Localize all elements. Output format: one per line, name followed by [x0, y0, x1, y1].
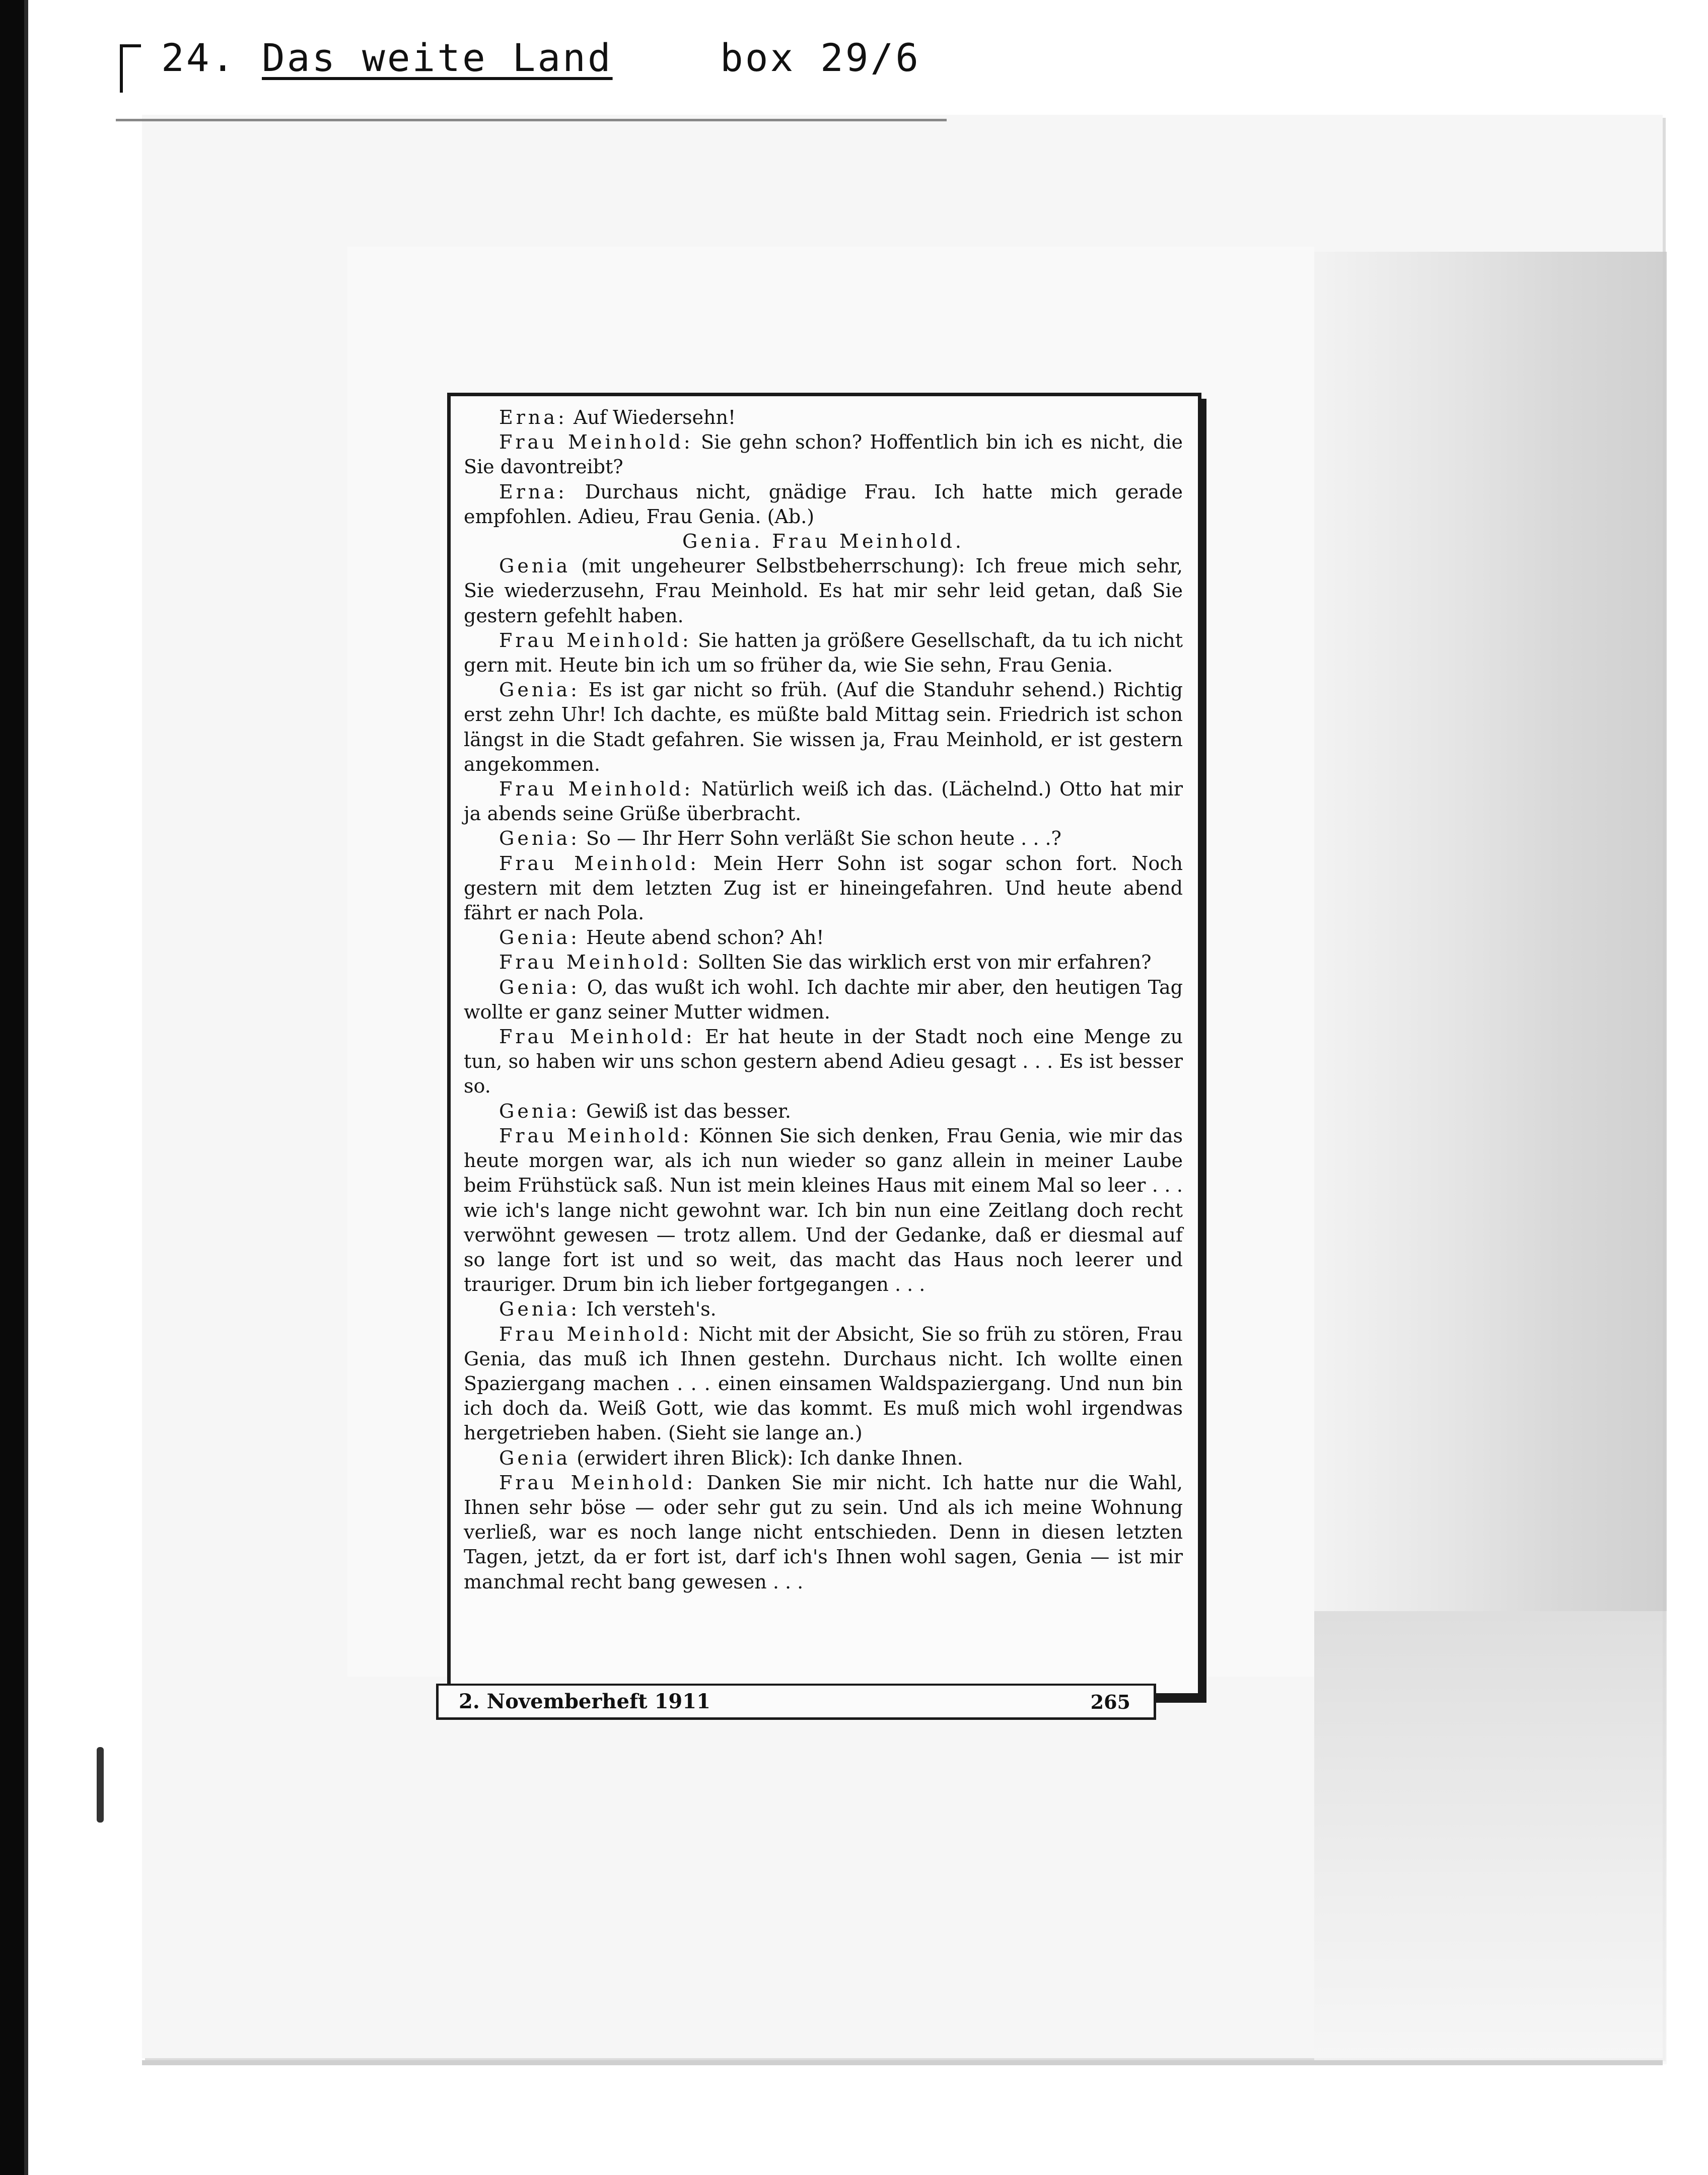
- dialogue-paragraph: [464, 925, 1183, 950]
- speaker-name: Genia: [499, 555, 571, 577]
- dialogue-paragraph: [464, 777, 1183, 826]
- dialogue-text: Sie hatten ja größere Gesellschaft, da tu ich nicht gern mit. Heute bin ich um so früher da, wie Sie sehn, Frau Genia.: [464, 629, 1183, 677]
- dialogue-text: (mit ungeheurer Selbstbeherrschung): Ich freue mich sehr, Sie wiederzusehn, Frau Meinhold. Es hat mir sehr leid getan, daß Sie gestern gefehlt haben.: [464, 555, 1183, 627]
- dialogue-paragraph: [464, 975, 1183, 1025]
- dialogue-text: Ich versteh's.: [580, 1298, 717, 1321]
- dialogue-paragraph: [464, 529, 1183, 554]
- dialogue-paragraph: [464, 1124, 1183, 1297]
- newspaper-clipping: [447, 393, 1201, 1697]
- mount-shadow-lower: [1314, 1611, 1667, 2064]
- dialogue-text: Gewiß ist das besser.: [580, 1100, 791, 1122]
- speaker-name: Frau Meinhold:: [499, 778, 694, 801]
- dialogue-paragraph: [464, 1471, 1183, 1594]
- dialogue-paragraph: [464, 826, 1183, 851]
- clipping-footer: [436, 1684, 1156, 1720]
- dialogue-paragraph: [464, 1025, 1183, 1099]
- mount-shadow: [1314, 252, 1667, 1611]
- dialogue-paragraph: [464, 851, 1183, 926]
- dialogue-text: (erwidert ihren Blick): Ich danke Ihnen.: [571, 1446, 963, 1469]
- header-bracket: [120, 44, 141, 93]
- footer-issue: 2. Novemberheft 1911: [459, 1690, 710, 1713]
- dialogue-text: O, das wußt ich wohl. Ich dachte mir aber, den heutigen Tag wollte er ganz seiner Mutter widmen.: [464, 976, 1183, 1023]
- speaker-name: Genia:: [499, 926, 580, 949]
- dialogue-text: Heute abend schon? Ah!: [580, 926, 824, 949]
- scene-heading: Genia. Frau Meinhold.: [682, 530, 964, 553]
- dialogue-paragraph: [464, 430, 1183, 479]
- dialogue-paragraph: [464, 554, 1183, 628]
- speaker-name: Erna:: [499, 406, 567, 428]
- speaker-name: Frau Meinhold:: [499, 951, 692, 974]
- dialogue-paragraph: [464, 1297, 1183, 1322]
- header-rule: [116, 119, 947, 121]
- speaker-name: Erna:: [499, 480, 567, 503]
- header-box-label: box 29/6: [720, 35, 921, 80]
- speaker-name: Frau Meinhold:: [499, 1124, 692, 1147]
- dialogue-text: So — Ihr Herr Sohn verläßt Sie schon heute . . .?: [580, 827, 1061, 850]
- speaker-name: Frau Meinhold:: [499, 629, 692, 651]
- dialogue-text: Mein Herr Sohn ist sogar schon fort. Noch gestern mit dem letzten Zug ist er hineingefahren. Und heute abend fährt er nach Pola.: [464, 852, 1183, 924]
- dialogue-paragraph: [464, 405, 1183, 430]
- speaker-name: Frau Meinhold:: [499, 1471, 696, 1494]
- dialogue-paragraph: [464, 1446, 1183, 1471]
- dialogue-text: Er hat heute in der Stadt noch eine Menge zu tun, so haben wir uns schon gestern abend Adieu gesagt . . . Es ist besser so.: [464, 1026, 1183, 1098]
- dialogue-text: Sie gehn schon? Hoffentlich bin ich es nicht, die Sie davontreibt?: [464, 431, 1183, 478]
- speaker-name: Genia:: [499, 827, 580, 850]
- binding-mark: [97, 1747, 104, 1823]
- footer-page-number: 265: [1090, 1691, 1130, 1713]
- speaker-name: Frau Meinhold:: [499, 1323, 692, 1345]
- speaker-name: Frau Meinhold:: [499, 431, 693, 454]
- dialogue-text: Auf Wiedersehn!: [567, 406, 736, 428]
- speaker-name: Genia:: [499, 976, 580, 998]
- card-bottom-edge: [142, 2060, 1663, 2065]
- dialogue-text: Können Sie sich denken, Frau Genia, wie mir das heute morgen war, als ich nun wieder so ganz allein in meiner Laube beim Frühstück saß. Nun ist mein kleines Haus mit einem Mal so leer . . . wie ich's lange nicht gewohnt war. Ich bin nun eine Zeitlang doch recht verwöhnt gewesen — trotz allem. Und der Gedanke, daß er diesmal auf so lange fort ist und so weit, das macht das Haus noch leerer und trauriger. Drum bin ich lieber fortgegangen . . .: [464, 1124, 1183, 1296]
- scan-left-rule: [24, 0, 28, 2175]
- speaker-name: Frau Meinhold:: [499, 1026, 695, 1048]
- speaker-name: Frau Meinhold:: [499, 852, 699, 875]
- header-title: Das weite Land: [262, 35, 613, 80]
- dialogue-text: Natürlich weiß ich das. (Lächelnd.) Otto hat mir ja abends seine Grüße überbracht.: [464, 778, 1183, 825]
- dialogue-paragraph: [464, 678, 1183, 777]
- speaker-name: Genia: [499, 1446, 571, 1469]
- header-number: 24.: [161, 35, 237, 80]
- dialogue-paragraph: [464, 628, 1183, 678]
- dialogue-text: Nicht mit der Absicht, Sie so früh zu stören, Frau Genia, das muß ich Ihnen gestehn. Durchaus nicht. Ich wollte einen Spaziergang machen . . . einen einsamen Waldspaziergang. Und nun bin ich doch da. Weiß Gott, wie das kommt. Es muß mich wohl irgendwas hergetrieben haben. (Sieht sie lange an.): [464, 1323, 1183, 1444]
- dialogue-paragraph: [464, 950, 1183, 975]
- speaker-name: Genia:: [499, 1100, 580, 1122]
- dialogue-text: Es ist gar nicht so früh. (Auf die Standuhr sehend.) Richtig erst zehn Uhr! Ich dachte, es müßte bald Mittag sein. Friedrich ist schon längst in die Stadt gefahren. Sie wissen ja, Frau Meinhold, er ist gestern angekommen.: [464, 679, 1183, 775]
- dialogue-text: Durchaus nicht, gnädige Frau. Ich hatte mich gerade empfohlen. Adieu, Frau Genia. (Ab.): [464, 480, 1183, 528]
- dialogue-paragraph: [464, 1099, 1183, 1124]
- dialogue-text: Sollten Sie das wirklich erst von mir erfahren?: [691, 951, 1152, 974]
- scan-left-edge: [0, 0, 24, 2175]
- dialogue-text: Danken Sie mir nicht. Ich hatte nur die Wahl, Ihnen sehr böse — oder sehr gut zu sein. Und als ich meine Wohnung verließ, war es noch lange nicht entschieden. Denn in diesen letzten Tagen, jetzt, da er fort ist, darf ich's Ihnen wohl sagen, Genia — ist mir manchmal recht bang gewesen . . .: [464, 1471, 1183, 1593]
- dialogue-paragraph: [464, 480, 1183, 529]
- clipping-text: [464, 405, 1183, 1594]
- speaker-name: Genia:: [499, 679, 580, 701]
- speaker-name: Genia:: [499, 1298, 580, 1321]
- dialogue-paragraph: [464, 1322, 1183, 1446]
